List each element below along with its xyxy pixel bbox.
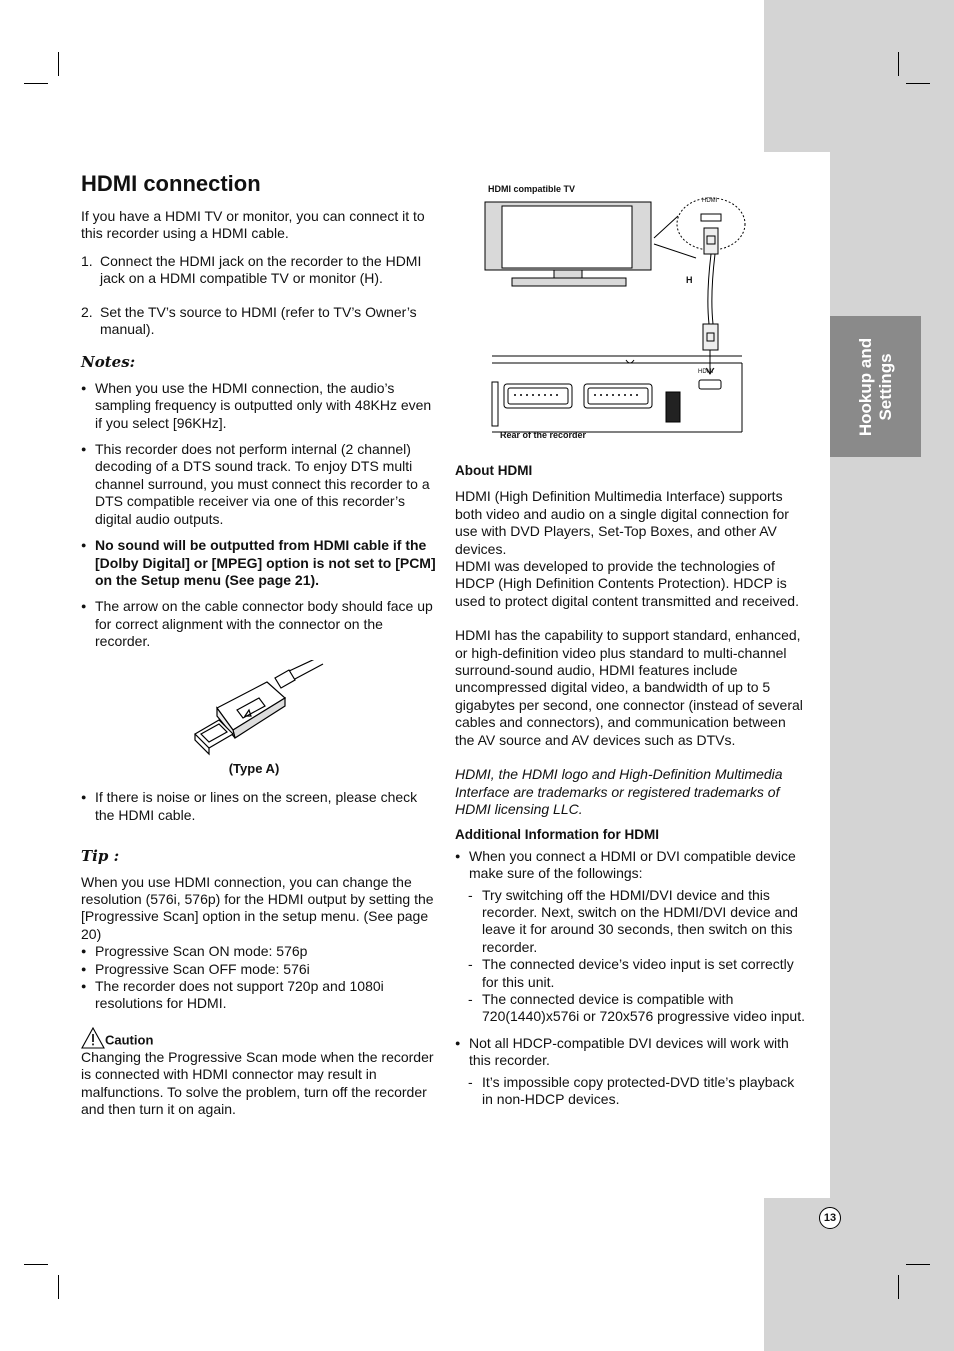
about-heading: About HDMI: [455, 463, 533, 478]
hdmi-plug-illustration: [81, 660, 437, 778]
crop-mark: [906, 1264, 930, 1265]
dash-item-text: It’s impossible copy protected-DVD title’s playback in non-HDCP devices.: [482, 1073, 795, 1107]
step-number: 1.: [81, 252, 93, 269]
additional-item-text: When you connect a HDMI or DVI compatible device make sure of the followings:: [469, 847, 796, 882]
crop-mark: [898, 1275, 899, 1299]
tip-text: When you use HDMI connection, you can change the resolution (576i, 576p) for the HDMI output by setting the [Progressive Scan] option in the setup menu. (See page 20): [81, 873, 434, 942]
tv-recorder-diagram: [484, 196, 746, 446]
crop-mark: [898, 52, 899, 76]
section-tab-label: Hookup and Settings: [855, 337, 895, 436]
about-paragraph: HDMI has the capability to support standard, enhanced, or high-definition video plus standard to multi-channel surround-sound audio, HDMI features include uncompressed digital video, a bandwidth of up to 5 gigabytes per second, one connector (instead of several cables and connectors), and communication between the AV source and AV devices such as DTVs.: [455, 627, 803, 748]
tip-item: ● The recorder does not support 720p and 1080i resolutions for HDMI.: [81, 978, 437, 1013]
left-column: [81, 170, 437, 1118]
step-item: [81, 253, 437, 288]
caution-text: Changing the Progressive Scan mode when the recorder is connected with HDMI connector may result in malfunctions. To solve the problem, turn off the recorder and then turn it on again.: [81, 1048, 434, 1118]
notes-list: [81, 380, 437, 651]
recorder-hdmi-port-label: HDMI: [698, 369, 714, 375]
crop-mark: [906, 83, 930, 84]
note-item: ● When you use the HDMI connection, the audio’s sampling frequency is outputted only with 48KHz even if you select [96KHz].: [81, 380, 437, 432]
caution-title: Caution: [105, 1032, 154, 1048]
note-item: ● The arrow on the cable connector body should face up for correct alignment with the connector on the recorder.: [81, 598, 437, 650]
crop-mark: [24, 83, 48, 84]
dash-item: - The connected device is compatible with 720(1440)x576i or 720x576 progressive video input.: [468, 990, 805, 1025]
additional-list-2: [455, 1035, 807, 1070]
additional-dash-list-2: [455, 1074, 807, 1109]
crop-mark: [58, 52, 59, 76]
tip-item: ● Progressive Scan ON mode: 576p: [81, 943, 437, 960]
dash-item: - Try switching off the HDMI/DVI device and this recorder. Next, switch on the HDMI/DVI device and leave it for around 30 seconds, then switch on this recorder.: [468, 886, 798, 955]
step-text: Connect the HDMI jack on the recorder to the HDMI jack on a HDMI compatible TV or monitor (H).: [100, 252, 422, 287]
dash-item-text: Try switching off the HDMI/DVI device and this recorder. Next, switch on the HDMI/DVI device and leave it for around 30 seconds, then switch on this recorder.: [482, 886, 798, 955]
additional-item-text: Not all HDCP-compatible DVI devices will work with this recorder.: [469, 1034, 789, 1069]
caution-block: [81, 1027, 437, 1119]
hdmi-plug-icon: [189, 660, 329, 760]
additional-heading: Additional Information for HDMI: [455, 827, 659, 843]
tv-label: HDMI compatible TV: [488, 184, 576, 194]
warning-icon: [81, 1027, 105, 1049]
about-paragraph: HDMI was developed to provide the technologies of HDCP (High Definition Contents Protection). HDCP is used to protect digital content transmitted and received.: [455, 558, 799, 609]
note-item: ● No sound will be outputted from HDMI cable if the [Dolby Digital] or [MPEG] option is not set to [PCM] on the Setup menu (See page 21).: [81, 537, 437, 589]
tip-heading: Tip :: [81, 847, 120, 866]
tip-item: ● Progressive Scan OFF mode: 576i: [81, 961, 437, 978]
tv-hdmi-port-label: HDMI: [702, 198, 718, 204]
section-tab: [830, 316, 921, 457]
dash-item-text: The connected device is compatible with 720(1440)x576i or 720x576 progressive video input.: [482, 990, 805, 1025]
dash-item: - The connected device’s video input is set correctly for this unit.: [468, 956, 794, 990]
notes-heading: Notes:: [81, 353, 136, 372]
tip-list: [81, 943, 437, 1013]
crop-mark: [58, 1275, 59, 1299]
step-number: 2.: [81, 303, 93, 320]
step-item: [81, 304, 437, 339]
additional-item: [455, 1035, 807, 1070]
right-column: [455, 462, 807, 1108]
trademark-text: HDMI, the HDMI logo and High-Definition Multimedia Interface are trademarks or registered trademarks of HDMI licensing LLC.: [455, 766, 783, 817]
recorder-label: Rear of the recorder: [500, 430, 587, 440]
connection-diagram: [484, 180, 746, 450]
additional-item: [455, 848, 807, 883]
additional-dash-list: [455, 887, 807, 1026]
dash-item-text: The connected device’s video input is set correctly for this unit.: [482, 956, 794, 990]
steps-list: [81, 253, 437, 339]
page-title: HDMI connection: [81, 171, 261, 196]
dash-item: - It’s impossible copy protected-DVD title’s playback in non-HDCP devices.: [468, 1073, 795, 1107]
note-item: ● This recorder does not perform internal (2 channel) decoding of a DTS sound track. To enjoy DTS multi channel surround, you must connect this recorder to a DTS compatible receiver via one of this recorder’s digital audio outputs.: [81, 441, 437, 528]
about-paragraph: HDMI (High Definition Multimedia Interface) supports both video and audio on a single digital connection for use with DVD Players, Set-Top Boxes, and other AV devices.: [455, 488, 789, 557]
note-item: ● If there is noise or lines on the screen, please check the HDMI cable.: [81, 789, 437, 824]
intro-text: If you have a HDMI TV or monitor, you can connect it to this recorder using a HDMI cable.: [81, 208, 425, 242]
plug-caption: (Type A): [228, 760, 280, 776]
notes-list-2: [81, 789, 437, 824]
crop-mark: [24, 1264, 48, 1265]
step-text: Set the TV’s source to HDMI (refer to TV’s Owner’s manual).: [100, 303, 417, 338]
page-number: 13: [819, 1207, 841, 1229]
cable-label: H: [686, 275, 693, 285]
additional-list: [455, 848, 807, 883]
